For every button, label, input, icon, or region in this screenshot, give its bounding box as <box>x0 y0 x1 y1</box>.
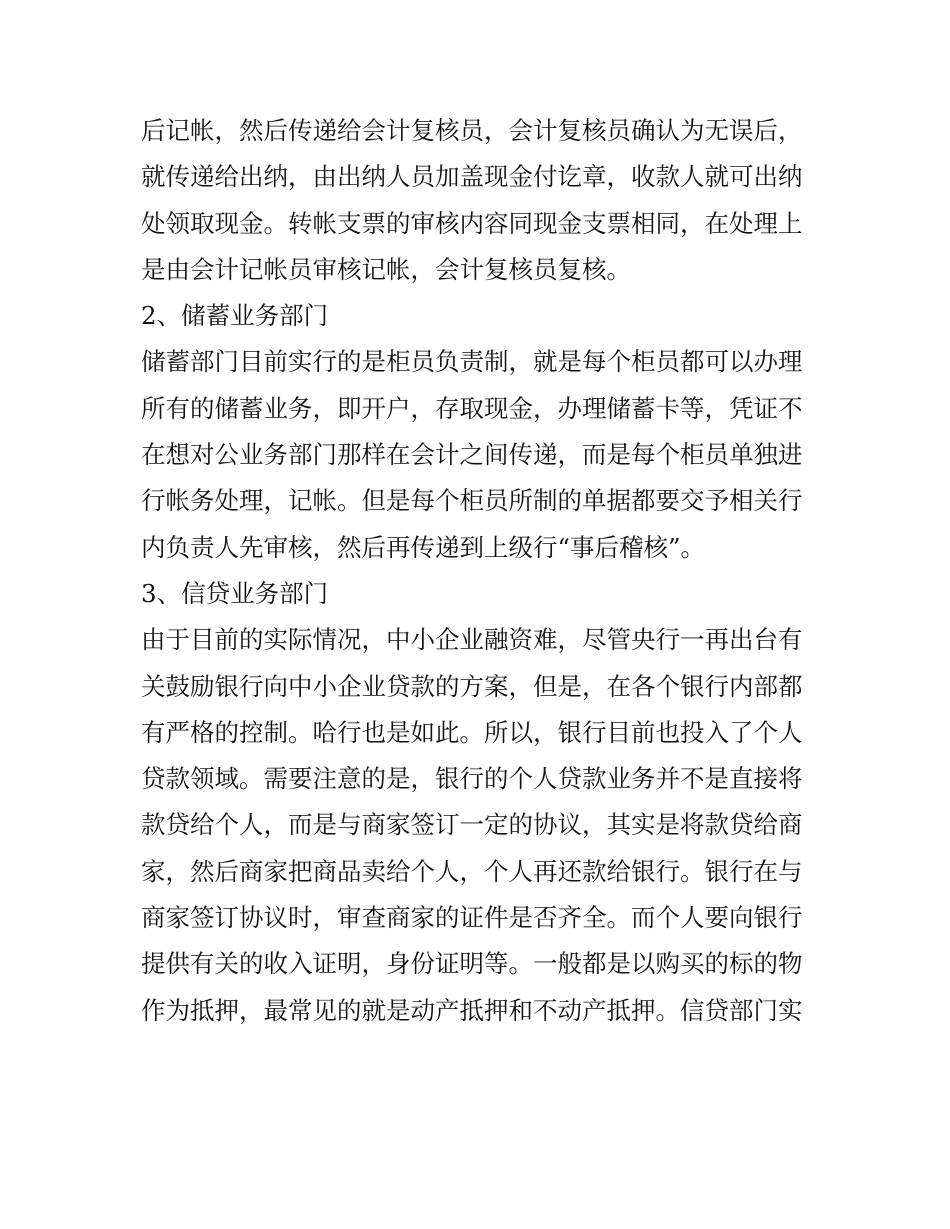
text-line: 款贷给个人，而是与商家签订一定的协议，其实是将款贷给商 <box>141 810 803 840</box>
section-heading-credit: 3、信贷业务部门 <box>141 578 329 608</box>
text-line: 关鼓励银行向中小企业贷款的方案，但是，在各个银行内部都 <box>141 671 803 701</box>
text-line: 作为抵押，最常见的就是动产抵押和不动产抵押。信贷部门实 <box>141 995 803 1025</box>
text-line: 家，然后商家把商品卖给个人，个人再还款给银行。银行在与 <box>141 856 803 886</box>
text-line: 贷款领域。需要注意的是，银行的个人贷款业务并不是直接将 <box>141 764 803 794</box>
text-line: 处领取现金。转帐支票的审核内容同现金支票相同，在处理上 <box>141 208 803 238</box>
text-line: 由于目前的实际情况，中小企业融资难，尽管央行一再出台有 <box>141 625 803 655</box>
text-line: 有严格的控制。哈行也是如此。所以，银行目前也投入了个人 <box>141 717 803 747</box>
text-line: 所有的储蓄业务，即开户，存取现金，办理储蓄卡等，凭证不 <box>141 393 803 423</box>
text-line: 在想对公业务部门那样在会计之间传递，而是每个柜员单独进 <box>141 440 803 470</box>
text-line: 是由会计记帐员审核记帐，会计复核员复核。 <box>141 254 631 284</box>
text-line: 储蓄部门目前实行的是柜员负责制，就是每个柜员都可以办理 <box>141 347 803 377</box>
text-line: 提供有关的收入证明，身份证明等。一般都是以购买的标的物 <box>141 949 803 979</box>
body-text <box>141 108 821 1034</box>
text-line: 内负责人先审核，然后再传递到上级行“事后稽核”。 <box>141 532 706 562</box>
section-heading-savings: 2、储蓄业务部门 <box>141 301 329 331</box>
text-line: 就传递给出纳，由出纳人员加盖现金付讫章，收款人就可出纳 <box>141 162 803 192</box>
text-line: 商家签订协议时，审查商家的证件是否齐全。而个人要向银行 <box>141 903 803 933</box>
text-line: 行帐务处理，记帐。但是每个柜员所制的单据都要交予相关行 <box>141 486 803 516</box>
text-line: 后记帐，然后传递给会计复核员，会计复核员确认为无误后， <box>141 116 803 145</box>
